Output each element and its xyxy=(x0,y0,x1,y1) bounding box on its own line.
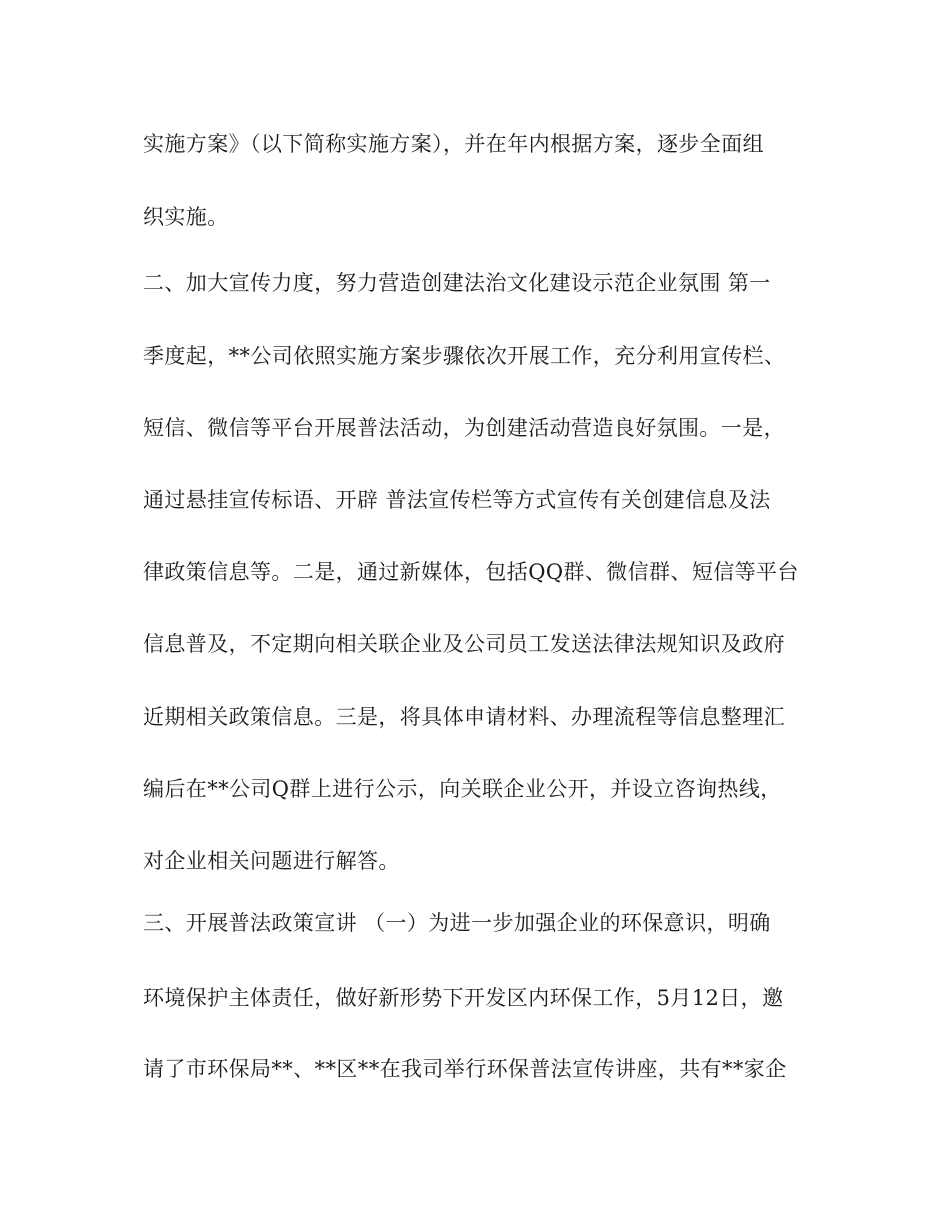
text-line: 短信、微信等平台开展普法活动，为创建活动营造良好氛围。一是， xyxy=(143,416,785,440)
text-line: 实施方案》（以下简称实施方案），并在年内根据方案，逐步全面组 xyxy=(143,132,764,156)
text-line: 信息普及，不定期向相关联企业及公司员工发送法律法规知识及政府 xyxy=(143,632,785,656)
text-line: 编后在**公司Q群上进行公示，向关联企业公开，并设立咨询热线， xyxy=(143,777,782,801)
text-line: 季度起，**公司依照实施方案步骤依次开展工作，充分利用宣传栏、 xyxy=(143,344,786,368)
text-line: 请了市环保局**、**区**在我司举行环保普法宣传讲座，共有**家企 xyxy=(143,1057,787,1081)
text-line: 环境保护主体责任，做好新形势下开发区内环保工作，5月12日，邀 xyxy=(143,986,784,1010)
section-heading-line: 三、开展普法政策宣讲 （一）为进一步加强企业的环保意识，明确 xyxy=(143,911,771,935)
text-line: 近期相关政策信息。三是，将具体申请材料、办理流程等信息整理汇 xyxy=(143,705,785,729)
section-heading-line: 二、加大宣传力度，努力营造创建法治文化建设示范企业氛围 第一 xyxy=(143,271,771,295)
text-line: 律政策信息等。二是，通过新媒体，包括QQ群、微信群、短信等平台 xyxy=(143,560,799,584)
text-line: 通过悬挂宣传标语、开辟 普法宣传栏等方式宣传有关创建信息及法 xyxy=(143,488,771,512)
text-line: 对企业相关问题进行解答。 xyxy=(143,849,400,873)
text-line: 织实施。 xyxy=(143,205,229,229)
